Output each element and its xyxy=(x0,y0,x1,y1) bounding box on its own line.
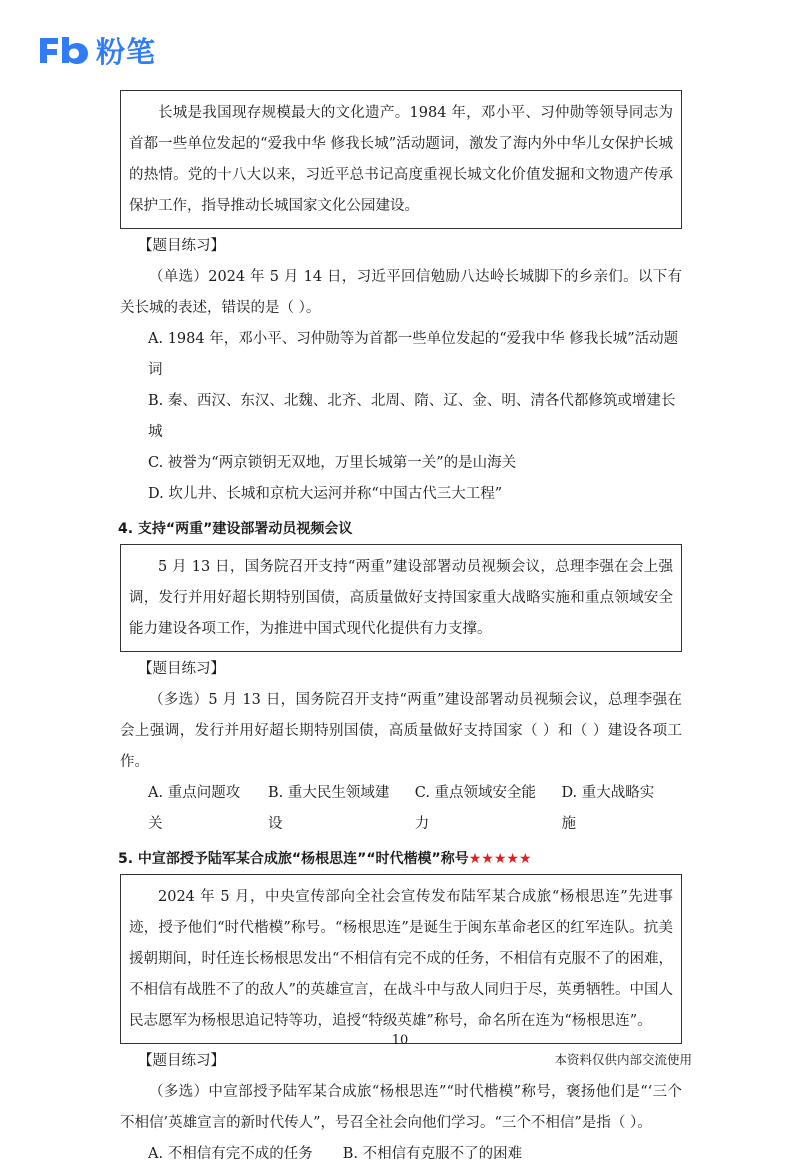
section4-option-a: A. 重点问题攻关 xyxy=(148,785,241,832)
page-content xyxy=(120,90,682,1170)
section4-context-text: 5 月 13 日，国务院召开支持“两重”建设部署动员视频会议，总理李强在会上强调，发行并用好超长期特别国债，高质量做好支持国家重大战略实施和重点领域安全能力建设各项工作，为推进中国式现代化提供有力支撑。 xyxy=(129,559,673,637)
section4-question: （多选）5 月 13 日，国务院召开支持“两重”建设部署动员视频会议，总理李强在会上强调，发行并用好超长期特别国债，高质量做好支持国家（ ）和（ ）建设各项工作。 xyxy=(120,692,682,770)
section5-option-a: A. 不相信有完不成的任务 xyxy=(148,1146,313,1162)
fb-logo-icon xyxy=(38,35,92,65)
section3-option-d: D. 坎儿井、长城和京杭大运河并称“中国古代三大工程” xyxy=(148,486,503,502)
importance-stars-icon: ★★★★★ xyxy=(468,851,532,867)
footer-note: 本资料仅供内部交流使用 xyxy=(554,1052,692,1067)
brand-logo xyxy=(38,30,156,70)
brand-name: 粉笔 xyxy=(96,34,157,69)
section3-option-a: A. 1984 年，邓小平、习仲勋等为首都一些单位发起的“爱我中华 修我长城”活动题词 xyxy=(148,331,679,378)
section4-practice-label: 【题目练习】 xyxy=(138,661,225,677)
section3-context-text: 长城是我国现存规模最大的文化遗产。1984 年，邓小平、习仲勋等领导同志为首都一些单位发起的“爱我中华 修我长城”活动题词，激发了海内外中华儿女保护长城的热情。党的十八大以来，习近平总书记高度重视长城文化价值发掘和文物遗产传承保护工作，指导推动长城国家文化公园建设。 xyxy=(129,105,673,214)
section5-option-b: B. 不相信有克服不了的困难 xyxy=(342,1146,523,1162)
section4-option-d: D. 重大战略实施 xyxy=(561,785,655,832)
section5-heading-row xyxy=(118,844,682,874)
section4-context-box xyxy=(120,544,682,652)
section5-question: （多选）中宣部授予陆军某合成旅“杨根思连”“时代楷模”称号，褒扬他们是“‘三个不相信’英雄宣言的新时代传人”，号召全社会向他们学习。“三个不相信”是指（ ）。 xyxy=(120,1084,682,1131)
section3-context-box xyxy=(120,90,682,229)
section3-option-b: B. 秦、西汉、东汉、北魏、北齐、北周、隋、辽、金、明、清各代都修筑或增建长城 xyxy=(148,393,676,440)
section3-option-c: C. 被誉为“两京锁钥无双地，万里长城第一关”的是山海关 xyxy=(148,455,517,471)
section4-option-c: C. 重点领域安全能力 xyxy=(414,785,537,832)
section5-practice-label: 【题目练习】 xyxy=(138,1053,225,1069)
section4-options xyxy=(120,778,682,840)
page-number: 10 xyxy=(391,1033,409,1048)
section5-context-text: 2024 年 5 月，中央宣传部向全社会宣传发布陆军某合成旅“杨根思连”先进事迹，授予他们“时代楷模”称号。“杨根思连”是诞生于闽东革命老区的红军连队。抗美援朝期间，时任连长杨根思发出“不相信有完不成的任务，不相信有克服不了的困难，不相信有战胜不了的敌人”的英雄宣言，在战斗中与敌人同归于尽，英勇牺牲。中国人民志愿军为杨根思追记特等功，追授“特级英雄”称号，命名所在连为“杨根思连”。 xyxy=(129,889,673,1029)
section5-heading: 5. 中宣部授予陆军某合成旅“杨根思连”“时代楷模”称号 xyxy=(118,851,469,867)
section5-options xyxy=(120,1139,682,1170)
section3-practice-label: 【题目练习】 xyxy=(138,238,225,254)
section4-heading: 4. 支持“两重”建设部署动员视频会议 xyxy=(118,521,353,537)
section3-question: （单选）2024 年 5 月 14 日，习近平回信勉励八达岭长城脚下的乡亲们。以下有关长城的表述，错误的是（ ）。 xyxy=(120,269,682,316)
section5-context-box xyxy=(120,874,682,1044)
section4-option-b: B. 重大民生领域建设 xyxy=(267,785,390,832)
